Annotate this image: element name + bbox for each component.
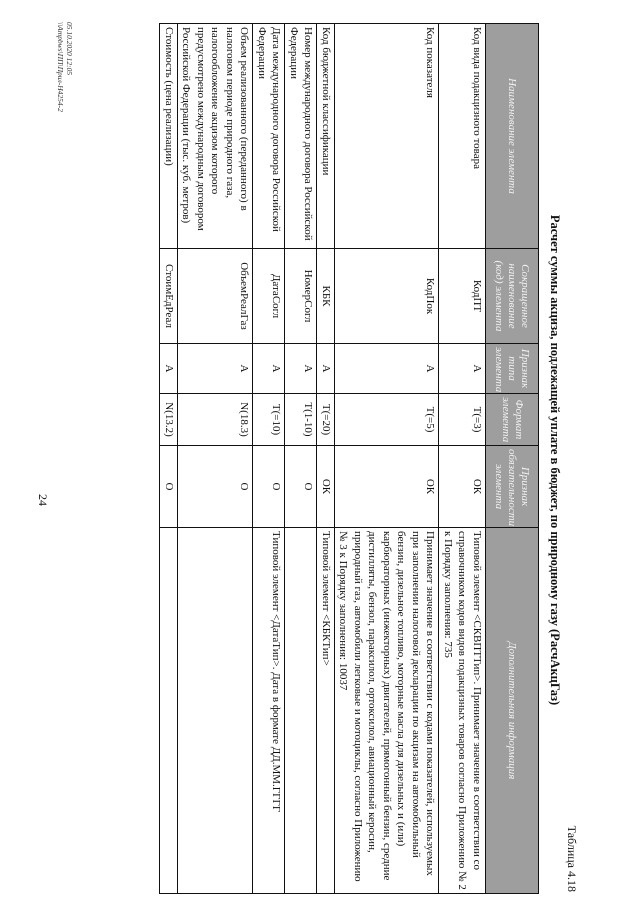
table-row [253, 24, 285, 894]
element-info: Принимает значение в соответствии с кодами показателей, используемых при заполнении налоговой декларации по акцизам на автомобильный бензин, дизельное топливо, моторные масла для дизельных и (или) карбюраторных (инжекторных) двигателей, прямогонный бензин, средние дистилляты, бензол, параксилол, ортоксилол, авиационный керосин, природный газ, автомобили легковые и мотоциклы, согласно Приложению № 3 к Порядку заполнения: 10037 [335, 528, 440, 894]
element-code: СтоимЕдРеал [160, 249, 178, 344]
table-row [160, 24, 178, 894]
element-type: А [439, 344, 486, 394]
element-info [160, 528, 178, 894]
element-type: А [253, 344, 285, 394]
element-type: А [335, 344, 440, 394]
table-title: Расчет суммы акциза, подлежащей уплате в бюджет, по природному газу (РасчАкцГаз) [548, 214, 562, 706]
element-code: КодПТ [439, 249, 486, 344]
element-format: T(=5) [335, 394, 440, 446]
element-code: ДатаСогл [253, 249, 285, 344]
element-name: Объем реализованного (переданного) в налоговом периоде природного газа, налогообложение акцизом которого предусмотрено международным договором Российской Федерации (тыс. куб. метров) [178, 24, 254, 249]
table-row [335, 24, 440, 894]
element-name: Дата международного договора Российской Федерации [253, 24, 285, 249]
rotated-page-content [24, 22, 584, 898]
column-header: Сокращенное наименование (код) элемента [486, 249, 539, 344]
element-format: T(1-10) [285, 394, 317, 446]
element-info [178, 528, 254, 894]
element-info: Типовой элемент <СКВПТТип>. Принимает значение в соответствии со справочником кодов видов подакцизных товаров согласно Приложению № 2 к Порядку заполнения: 735 [439, 528, 486, 894]
element-format: T(=20) [317, 394, 335, 446]
table-label: Таблица 4.18 [565, 825, 579, 892]
element-format: N(13.2) [160, 394, 178, 446]
element-name: Код бюджетной классификации [317, 24, 335, 249]
element-info: Типовой элемент <ДатаТип>. Дата в формате ДД.ММ.ГГГГ [253, 528, 285, 894]
column-header: Наименование элемента [486, 24, 539, 249]
column-header: Признак типа элемента [486, 344, 539, 394]
element-format: T(=10) [253, 394, 285, 446]
stamp-line: 05.10.2020 12:05 [65, 22, 74, 76]
element-required: ОК [335, 446, 440, 528]
element-required: О [253, 446, 285, 528]
element-name: Стоимость (цена реализации) [160, 24, 178, 249]
element-required: ОК [317, 446, 335, 528]
column-header: Формат элемента [486, 394, 539, 446]
elements-table [160, 23, 540, 894]
table-row [178, 24, 254, 894]
element-required: О [178, 446, 254, 528]
element-format: N(18.3) [178, 394, 254, 446]
element-name: Код вида подакцизного товара [439, 24, 486, 249]
table-row [439, 24, 486, 894]
element-type: А [160, 344, 178, 394]
element-name: Код показателя [335, 24, 440, 249]
element-required: О [285, 446, 317, 528]
element-info: Типовой элемент <КБКТип> [317, 528, 335, 894]
element-code: ОбъемРеалГаз [178, 249, 254, 344]
element-required: ОК [439, 446, 486, 528]
element-format: T(=3) [439, 394, 486, 446]
element-info [285, 528, 317, 894]
element-type: А [317, 344, 335, 394]
stamp-line: \\Ampbws\ПП\Прил-Н4254-2 [56, 22, 65, 112]
element-code: НомерСогл [285, 249, 317, 344]
element-type: А [178, 344, 254, 394]
element-name: Номер международного договора Российской Федерации [285, 24, 317, 249]
table-header-row [486, 24, 539, 894]
column-header: Дополнительная информация [486, 528, 539, 894]
element-required: О [160, 446, 178, 528]
element-code: КБК [317, 249, 335, 344]
table-row [317, 24, 335, 894]
element-code: КодПок [335, 249, 440, 344]
element-type: А [285, 344, 317, 394]
document-stamp [56, 22, 74, 112]
table-row [285, 24, 317, 894]
page-number: 24 [36, 494, 50, 506]
column-header: Признак обязательности элемента [486, 446, 539, 528]
